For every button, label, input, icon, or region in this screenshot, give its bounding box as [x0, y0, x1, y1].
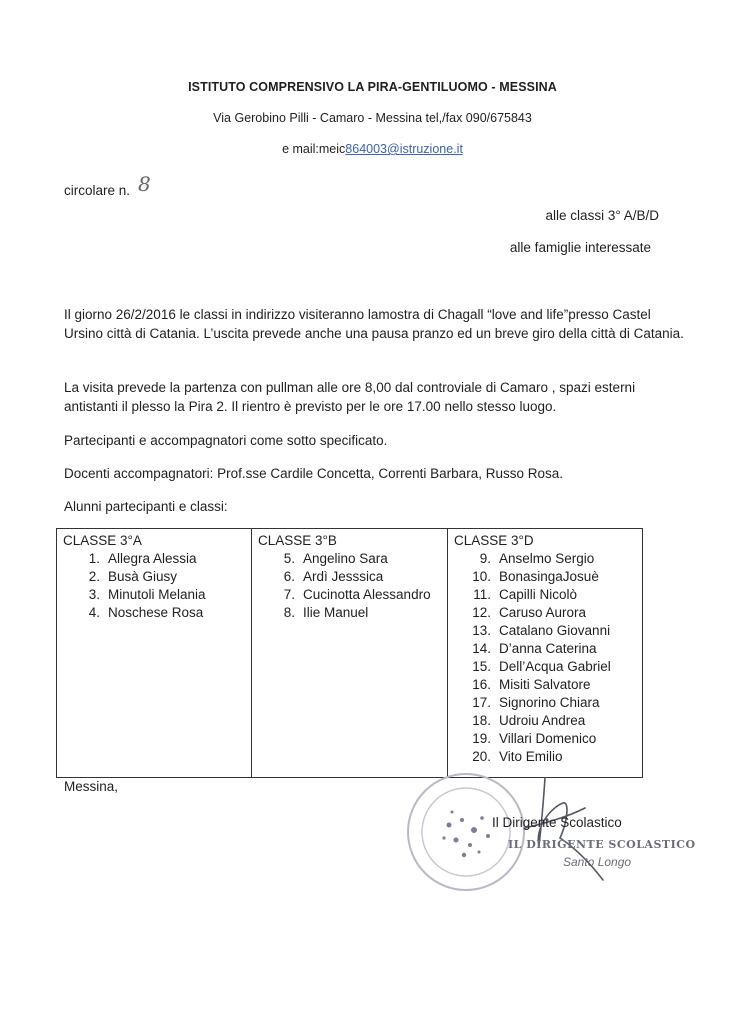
student-name: Cucinotta Alessandro	[303, 587, 431, 602]
student-number: 4.	[88, 605, 100, 620]
student-number: 6.	[283, 569, 295, 584]
student-number: 1.	[88, 551, 100, 566]
paragraph-departure: La visita prevede la partenza con pullman alle ore 8,00 dal controviale di Camaro , spazi esterni antistanti il plesso la Pira 2. Il rientro è previsto per le ore 17.00 nello stesso luogo.	[64, 380, 636, 414]
paragraph-participants: Partecipanti e accompagnatori come sotto specificato.	[64, 433, 388, 448]
circolare-number: 8	[138, 172, 151, 196]
student-item	[63, 586, 245, 604]
student-item	[258, 550, 441, 568]
student-item	[454, 568, 636, 586]
student-name: Catalano Giovanni	[499, 623, 611, 638]
student-item	[454, 730, 636, 748]
student-number: 19.	[472, 731, 491, 746]
student-name: Busà Giusy	[108, 569, 178, 584]
classes-table	[56, 528, 643, 778]
student-item	[454, 748, 636, 766]
student-item	[454, 676, 636, 694]
class-column-3d	[448, 529, 643, 778]
student-item	[454, 586, 636, 604]
student-number: 5.	[283, 551, 295, 566]
student-name: Ilie Manuel	[303, 605, 369, 620]
student-item	[258, 604, 441, 622]
student-name: Capilli Nicolò	[499, 587, 578, 602]
paragraph-teachers: Docenti accompagnatori: Prof.sse Cardile Concetta, Correnti Barbara, Russo Rosa.	[64, 466, 563, 481]
institute-address: Via Gerobino Pilli - Camaro - Messina tel,/fax 090/675843	[213, 111, 532, 125]
circolare-line	[64, 172, 151, 200]
student-name: Udroiu Andrea	[499, 713, 586, 728]
student-item	[454, 550, 636, 568]
student-item	[454, 640, 636, 658]
student-name: D’anna Caterina	[499, 641, 597, 656]
student-item	[63, 568, 245, 586]
place-line: Messina,	[64, 779, 119, 794]
student-name: Anselmo Sergio	[499, 551, 595, 566]
student-number: 15.	[472, 659, 491, 674]
student-item	[258, 586, 441, 604]
student-item	[454, 604, 636, 622]
student-name: Minutoli Melania	[108, 587, 206, 602]
student-number: 16.	[472, 677, 491, 692]
student-number: 13.	[472, 623, 491, 638]
recipients-classes: alle classi 3° A/B/D	[545, 208, 659, 223]
student-item	[63, 550, 245, 568]
email-link[interactable]: 864003@istruzione.it	[345, 142, 463, 156]
student-name: Villari Domenico	[499, 731, 597, 746]
class-heading: CLASSE 3°A	[63, 533, 142, 548]
student-list	[258, 550, 441, 622]
class-column-3b	[252, 529, 448, 778]
student-item	[454, 658, 636, 676]
student-name: Vito Emilio	[499, 749, 563, 764]
recipients-families: alle famiglie interessate	[509, 240, 651, 255]
student-number: 11.	[473, 587, 491, 602]
student-number: 7.	[283, 587, 295, 602]
student-number: 17.	[472, 695, 491, 710]
student-name: Allegra Alessia	[108, 551, 197, 566]
paragraph-students-heading: Alunni partecipanti e classi:	[64, 499, 228, 514]
student-number: 12.	[472, 605, 491, 620]
student-item	[454, 694, 636, 712]
student-number: 8.	[283, 605, 295, 620]
student-list	[454, 550, 636, 766]
class-heading: CLASSE 3°D	[454, 533, 534, 548]
student-name: Signorino Chiara	[499, 695, 600, 710]
institute-title: ISTITUTO COMPRENSIVO LA PIRA-GENTILUOMO - MESSINA	[188, 80, 557, 94]
student-item	[454, 712, 636, 730]
stamp-name: Santo Longo	[563, 855, 632, 869]
student-number: 3.	[88, 587, 100, 602]
student-number: 9.	[479, 551, 491, 566]
email-prefix: e mail:meic	[282, 142, 346, 156]
paragraph-visit: Il giorno 26/2/2016 le classi in indirizzo visiteranno lamostra di Chagall “love and life”presso Castel Ursino città di Catania. L’uscita prevede anche una pausa pranzo ed un breve giro della città di Catania.	[64, 307, 684, 341]
circolare-label: circolare n.	[64, 183, 131, 198]
stamp-title: IL DIRIGENTE SCOLASTICO	[508, 838, 696, 851]
student-list	[63, 550, 245, 622]
student-item	[454, 622, 636, 640]
signatory-title: Il Dirigente Scolastico	[492, 815, 622, 830]
student-item	[63, 604, 245, 622]
institute-email	[0, 142, 745, 156]
student-name: Misiti Salvatore	[499, 677, 591, 692]
class-column-3a	[57, 529, 252, 778]
student-name: Ardì Jesssica	[303, 569, 384, 584]
student-name: Angelino Sara	[303, 551, 388, 566]
student-number: 14.	[472, 641, 491, 656]
student-name: BonasingaJosuè	[499, 569, 599, 584]
student-number: 10.	[472, 569, 491, 584]
student-item	[258, 568, 441, 586]
class-heading: CLASSE 3°B	[258, 533, 337, 548]
student-name: Dell’Acqua Gabriel	[499, 659, 611, 674]
student-number: 20.	[472, 749, 491, 764]
student-number: 18.	[472, 713, 491, 728]
student-name: Caruso Aurora	[499, 605, 587, 620]
student-number: 2.	[88, 569, 100, 584]
student-name: Noschese Rosa	[108, 605, 204, 620]
